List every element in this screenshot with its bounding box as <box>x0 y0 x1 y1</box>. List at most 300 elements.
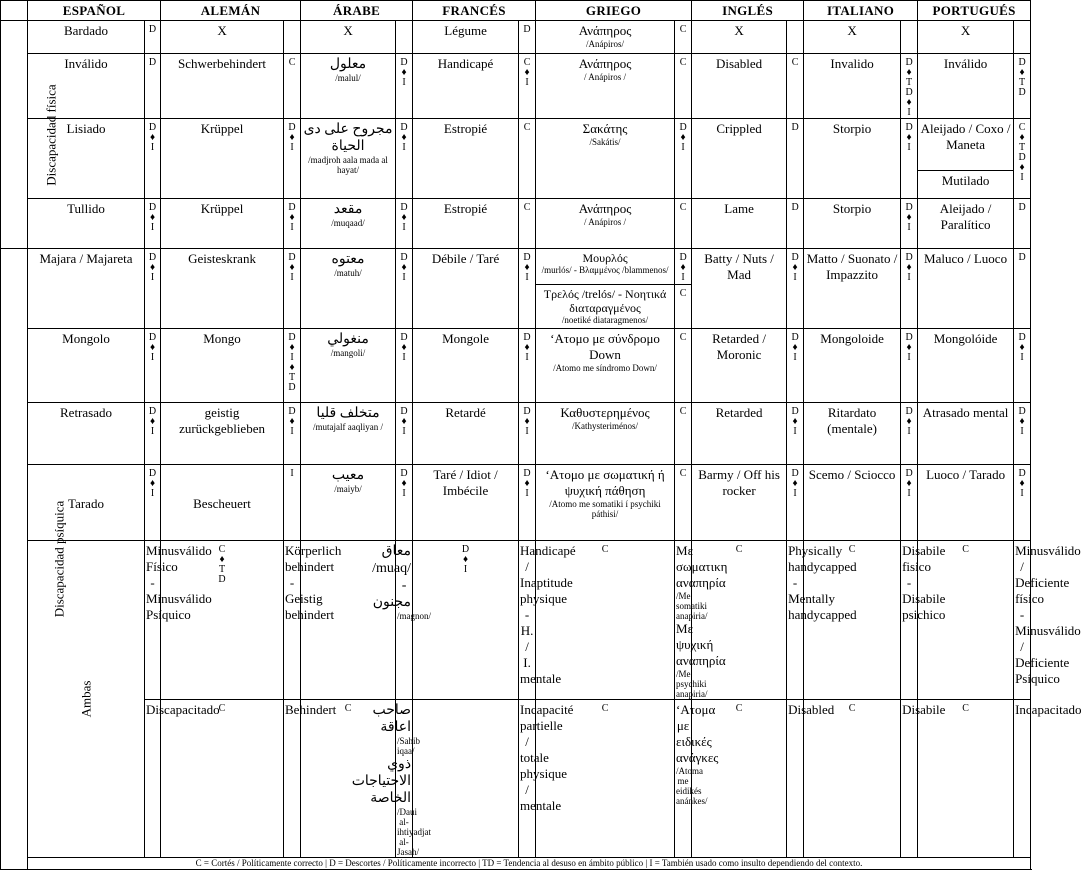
mark-english <box>787 21 804 54</box>
cell-italian: Storpio <box>804 199 901 249</box>
mark-token: C <box>679 288 687 299</box>
mark-italian <box>918 700 1014 858</box>
cell-french: Mongole <box>413 329 519 403</box>
table-row <box>1 403 1031 465</box>
table-row <box>1 119 1031 171</box>
mark-english <box>787 199 804 249</box>
mark-token: D <box>148 252 157 263</box>
mark-french <box>519 329 536 403</box>
cell-french: Taré / Idiot / Imbécile <box>413 465 519 541</box>
cell-english: Disabled <box>787 700 804 858</box>
greek-translit: /Anápiros/ <box>586 39 625 49</box>
cell-portuguese: Incapacitado <box>1014 700 1031 858</box>
mark-token: D <box>905 252 913 263</box>
mark-token: I <box>525 488 529 499</box>
mark-token: ♦ <box>289 416 295 427</box>
mark-english <box>787 329 804 403</box>
table-row <box>1 329 1031 403</box>
mark-token: D <box>791 332 799 343</box>
arabic-translit: /magnon/ <box>397 611 432 621</box>
greek-term: Ανάπηρος <box>578 201 632 216</box>
mark-token: I <box>681 272 685 283</box>
greek-term: Ανάπηρος <box>578 23 632 38</box>
greek-translit: /Me somatiki anapiria/ <box>676 591 708 621</box>
category-psychic <box>1 249 67 870</box>
mark-greek-sub <box>675 285 692 329</box>
mark-token: D <box>288 332 296 343</box>
mark-token: D <box>148 332 157 343</box>
greek-term: ‘Ατομο με σύνδρομο Down <box>550 331 660 362</box>
header-greek: GRIEGO <box>536 1 692 21</box>
mark-token: I <box>150 272 155 283</box>
greek-translit: /Atoma me eidikés anánkes/ <box>676 766 708 806</box>
mark-token: I <box>1020 172 1024 183</box>
mark-german <box>284 465 301 541</box>
mark-token: I <box>290 468 294 479</box>
arabic-term: مقعد <box>333 202 363 217</box>
greek-translit: /Kathysteriménos/ <box>572 421 639 431</box>
mark-greek <box>675 329 692 403</box>
mark-token: C <box>679 57 687 68</box>
mark-token: C <box>679 24 687 35</box>
greek-translit: /Sakátis/ <box>589 137 621 147</box>
mark-token: ♦ <box>524 342 530 353</box>
mark-token: ♦ <box>792 416 798 427</box>
mark-token: ♦ <box>906 132 912 143</box>
table-row <box>1 21 1031 54</box>
mark-token: I <box>907 426 911 437</box>
mark-token: ♦ <box>792 262 798 273</box>
arabic-term: معلول <box>329 57 367 72</box>
mark-token: D <box>400 202 408 213</box>
mark-token: ♦ <box>524 262 530 273</box>
mark-token: D <box>523 332 531 343</box>
mark-token: C <box>218 703 226 714</box>
cell-spanish: Discapacitado <box>145 700 161 858</box>
mark-arabic <box>396 119 413 199</box>
mark-token: D <box>791 252 799 263</box>
mark-token: C <box>848 544 856 555</box>
mark-token: C <box>962 544 969 555</box>
mark-token: I <box>907 488 911 499</box>
mark-token: I <box>907 272 911 283</box>
mark-italian <box>901 465 918 541</box>
mark-spanish <box>145 119 161 199</box>
cell-spanish: Mongolo <box>28 329 145 403</box>
mark-portuguese <box>1014 21 1031 54</box>
mark-token: ♦ <box>289 212 295 223</box>
cell-greek <box>536 199 675 249</box>
mark-arabic <box>396 21 413 54</box>
mark-token: I <box>1020 426 1024 437</box>
mark-token: D <box>400 332 408 343</box>
mark-token: D <box>905 122 913 133</box>
mark-token: D <box>400 468 408 479</box>
mark-token: ♦ <box>906 262 912 273</box>
mark-token: D <box>679 122 687 133</box>
cell-italian: Disabile fisico - Disabile psichico <box>901 541 918 700</box>
mark-italian <box>901 249 918 329</box>
mark-token: C <box>735 544 743 555</box>
mark-token: D <box>148 24 157 35</box>
mark-token: I <box>1020 352 1024 363</box>
mark-german <box>284 199 301 249</box>
mark-token: D <box>791 468 799 479</box>
cell-french: Légume <box>413 21 519 54</box>
arabic-term: X <box>343 23 353 38</box>
cell-portuguese: Luoco / Tarado <box>918 465 1014 541</box>
mark-token: D <box>288 122 296 133</box>
arabic-translit: /matuh/ <box>334 268 362 278</box>
cell-french: Retardé <box>413 403 519 465</box>
cell-english: Barmy / Off his rocker <box>692 465 787 541</box>
legend: C = Cortés / Políticamente correcto | D = Descortes / Políticamente incorrecto | TD = Tendencia al desuso en ámbito público | I = También usado como insulto dependiendo del contexto. <box>28 858 1031 870</box>
mark-portuguese <box>1014 403 1031 465</box>
greek-term: Τρελός /trelós/ - Νοητικά διαταραγμένος <box>543 287 667 315</box>
mark-token: C <box>679 406 687 417</box>
mark-german <box>284 119 301 199</box>
cell-german: Körperlich behindert - Geistig behindert <box>284 541 301 700</box>
mark-portuguese <box>1014 249 1031 329</box>
cell-arabic <box>301 249 396 329</box>
mark-arabic <box>396 54 413 119</box>
mark-token: C <box>523 57 531 68</box>
mark-token: D <box>905 202 913 213</box>
cell-arabic <box>301 119 396 199</box>
cell-french: Incapacité partielle / totale physique / mentale <box>519 700 536 858</box>
cell-spanish: Inválido <box>28 54 145 119</box>
greek-translit: /noetiké diataragmenos/ <box>561 315 649 325</box>
mark-spanish <box>145 465 161 541</box>
mark-english <box>787 249 804 329</box>
mark-token: ♦ <box>680 132 686 143</box>
mark-token: C <box>288 57 296 68</box>
cell-english: Lame <box>692 199 787 249</box>
mark-greek <box>675 21 692 54</box>
mark-token: ♦ <box>906 97 912 108</box>
mark-token: C <box>735 703 743 714</box>
mark-german <box>284 249 301 329</box>
mark-token: ♦ <box>401 478 407 489</box>
cell-portuguese: Mongolóide <box>918 329 1014 403</box>
mark-token: I <box>150 142 155 153</box>
mark-token: I <box>402 222 406 233</box>
mark-token: ♦ <box>1019 478 1025 489</box>
mark-token: ♦ <box>462 554 469 565</box>
arabic-translit: /maiyb/ <box>334 484 362 494</box>
mark-greek <box>675 119 692 199</box>
mark-token: I <box>907 352 911 363</box>
cell-arabic <box>372 541 432 700</box>
cell-spanish: Majara / Majareta <box>28 249 145 329</box>
cell-arabic <box>301 403 396 465</box>
arabic-term: معاق /muaq/ - مجنون <box>372 544 412 610</box>
mark-greek <box>675 54 692 119</box>
mark-token: C <box>601 544 609 555</box>
mark-token: ♦ <box>219 554 225 565</box>
mark-token: D <box>1018 332 1026 343</box>
mark-token: I <box>681 142 685 153</box>
cell-german: Schwerbehindert <box>161 54 284 119</box>
mark-token: C <box>218 544 226 555</box>
mark-token: C <box>1018 122 1026 133</box>
cell-german: Bescheuert <box>161 465 284 541</box>
mark-token: ♦ <box>524 478 530 489</box>
mark-token: D <box>905 332 913 343</box>
category-physical <box>1 21 59 249</box>
cell-english: Crippled <box>692 119 787 199</box>
mark-token: ♦ <box>401 132 407 143</box>
mark-token: D <box>288 202 296 213</box>
greek-term: ‘Ατομα με ειδικές ανάγκες <box>676 702 719 765</box>
mark-english <box>787 119 804 199</box>
mark-token: ♦ <box>680 262 686 273</box>
mark-token: I <box>525 352 529 363</box>
mark-token: D <box>1018 57 1026 68</box>
mark-token: D <box>523 406 531 417</box>
mark-token: I <box>793 352 797 363</box>
cell-english: Physically handycapped - Mentally handycapped <box>787 541 804 700</box>
mark-token: C <box>601 703 609 714</box>
mark-german <box>284 403 301 465</box>
header-portuguese: PORTUGUÉS <box>918 1 1031 21</box>
category-both <box>28 541 145 858</box>
cell-spanish: Tullido <box>28 199 145 249</box>
mark-token: I <box>290 272 294 283</box>
mark-spanish <box>145 403 161 465</box>
mark-token: ♦ <box>289 342 295 353</box>
mark-token: I <box>907 107 911 118</box>
greek-translit-b: /Me psychiki anapiria/ <box>676 669 708 699</box>
header-spacer <box>1 1 28 21</box>
mark-token: C <box>344 703 352 714</box>
greek-term: Σακάτης <box>582 121 628 136</box>
cell-spanish: Tarado <box>28 465 145 541</box>
mark-portuguese <box>1014 199 1031 249</box>
arabic-term: منغولي <box>327 332 369 347</box>
mark-portuguese <box>1014 119 1031 199</box>
table-row <box>1 541 1031 700</box>
mark-arabic <box>396 249 413 329</box>
mark-token: D <box>905 468 913 479</box>
mark-token: T D <box>1018 142 1026 163</box>
cell-greek <box>675 700 719 858</box>
greek-term: Καθυστερημένος <box>560 405 650 420</box>
mark-greek <box>692 700 787 858</box>
mark-token: I <box>907 142 911 153</box>
mark-greek <box>675 199 692 249</box>
mark-english <box>787 465 804 541</box>
mark-french <box>519 249 536 329</box>
mark-token: I <box>290 352 294 363</box>
greek-translit: / Anápiros / <box>584 217 627 227</box>
mark-portuguese <box>1014 329 1031 403</box>
cell-arabic <box>351 700 432 858</box>
mark-spanish <box>145 54 161 119</box>
mark-token: I <box>402 142 406 153</box>
mark-token: ♦ <box>149 342 156 353</box>
cell-spanish: Lisiado <box>28 119 145 199</box>
mark-greek <box>675 403 692 465</box>
mark-token: ♦ <box>401 67 407 78</box>
mark-italian <box>901 199 918 249</box>
mark-token: I <box>463 564 468 575</box>
mark-token: ♦ <box>524 67 530 78</box>
cell-german: Behindert <box>284 700 301 858</box>
mark-token: ♦ <box>1019 67 1025 78</box>
cell-french: Estropié <box>413 119 519 199</box>
mark-token: D <box>1018 406 1026 417</box>
cell-portuguese: Aleijado / Coxo / Maneta <box>918 119 1014 171</box>
mark-token: C <box>962 703 969 714</box>
cell-portuguese: Inválido <box>918 54 1014 119</box>
header-german: ALEMÁN <box>161 1 301 21</box>
mark-token: D <box>1018 468 1026 479</box>
cell-french: Débile / Taré <box>413 249 519 329</box>
mark-token: C <box>679 202 687 213</box>
cell-spanish: Minusválido Físico - Minusválido Psíquico <box>145 541 161 700</box>
mark-token: I <box>290 142 294 153</box>
mark-token: D <box>288 252 296 263</box>
cell-portuguese-sub <box>918 171 1014 199</box>
mark-arabic <box>396 465 413 541</box>
mark-portuguese <box>1014 465 1031 541</box>
mark-token: I <box>290 222 294 233</box>
mark-token: I <box>793 272 797 283</box>
mark-token: ♦ <box>792 478 798 489</box>
arabic-term: معيب <box>331 468 365 483</box>
cell-portuguese: X <box>918 21 1014 54</box>
mark-token: ♦ <box>1019 132 1025 143</box>
cell-arabic <box>301 329 396 403</box>
arabic-term: صاحب اعاقة <box>372 703 412 735</box>
cell-spanish: Retrasado <box>28 403 145 465</box>
cell-english: X <box>692 21 787 54</box>
greek-term: Με σωματικη αναπηρία <box>676 543 728 590</box>
mark-token: ♦ <box>906 342 912 353</box>
arabic-term-b: ذوي الاحتياجات الخاصة <box>351 757 412 806</box>
mark-spanish <box>145 199 161 249</box>
mark-token: D <box>288 406 296 417</box>
mark-token: I <box>150 222 155 233</box>
mark-token: D <box>791 122 799 133</box>
greek-term: Ανάπηρος <box>578 56 632 71</box>
cell-italian: Disabile <box>901 700 918 858</box>
mark-french <box>519 119 536 199</box>
mark-token: I <box>1020 488 1024 499</box>
mark-french <box>519 54 536 119</box>
cell-english: Disabled <box>692 54 787 119</box>
cell-italian: Storpio <box>804 119 901 199</box>
mark-token: D <box>148 202 157 213</box>
cell-greek <box>536 119 675 199</box>
mark-token: I <box>402 77 406 88</box>
mark-token: I <box>907 222 911 233</box>
cell-german: geistig zurückgeblieben <box>161 403 284 465</box>
cell-portuguese: Minusválido / Deficiente físico - Minusválido / Deficiente Psíquico <box>1014 541 1031 700</box>
mark-token: ♦ <box>289 362 295 373</box>
mark-token: ♦ <box>906 416 912 427</box>
arabic-term: معتوه <box>331 252 365 267</box>
mark-token: D <box>148 122 157 133</box>
header-arabic: ÁRABE <box>301 1 413 21</box>
mark-token: C <box>791 57 799 68</box>
cell-greek <box>536 249 675 285</box>
mark-token: D <box>523 468 531 479</box>
cell-german: Krüppel <box>161 199 284 249</box>
mark-german <box>284 21 301 54</box>
mark-token: C <box>679 468 687 479</box>
cell-italian: Invalido <box>804 54 901 119</box>
arabic-translit: /malul/ <box>335 73 361 83</box>
cell-french: Estropié <box>413 199 519 249</box>
cell-greek <box>536 403 675 465</box>
mark-token: T D <box>1018 77 1026 98</box>
mark-token: I <box>402 426 406 437</box>
mark-token: D <box>148 406 157 417</box>
mark-token: C <box>523 122 531 133</box>
mark-token: I <box>525 272 529 283</box>
arabic-term: مجروح على دى الحياة <box>303 122 393 154</box>
table-row <box>1 199 1031 249</box>
arabic-term: متخلف قليا <box>316 406 380 421</box>
mark-token: D <box>523 252 531 263</box>
mark-token: I <box>150 426 155 437</box>
cell-italian: Scemo / Sciocco <box>804 465 901 541</box>
greek-term: Μουρλός <box>582 251 628 265</box>
mark-german <box>284 54 301 119</box>
mark-italian <box>901 403 918 465</box>
mark-german <box>284 329 301 403</box>
mark-spanish <box>145 329 161 403</box>
mark-token: ♦ <box>149 478 156 489</box>
mark-token: T D <box>218 564 226 585</box>
cell-german: X <box>161 21 284 54</box>
mark-token: ♦ <box>149 262 156 273</box>
mark-token: I <box>402 488 406 499</box>
mark-token: ♦ <box>289 132 295 143</box>
cell-arabic <box>301 199 396 249</box>
mark-token: D <box>148 468 157 479</box>
mark-token: I <box>793 488 797 499</box>
cell-spanish: Bardado <box>28 21 145 54</box>
portuguese-term: Mutilado <box>941 173 990 188</box>
cell-german: Mongo <box>161 329 284 403</box>
mark-english <box>787 403 804 465</box>
mark-token: ♦ <box>524 416 530 427</box>
arabic-translit: /Sahib iqaa/ <box>397 736 421 756</box>
mark-token: D <box>400 252 408 263</box>
mark-token: ♦ <box>149 132 156 143</box>
mark-token: D <box>791 202 799 213</box>
cell-portuguese: Maluco / Luoco <box>918 249 1014 329</box>
mark-token: I <box>150 352 155 363</box>
mark-token: ♦ <box>792 342 798 353</box>
header-english: INGLÉS <box>692 1 804 21</box>
mark-token: D <box>905 57 913 68</box>
mark-french <box>519 199 536 249</box>
arabic-translit: /madjroh aala mada al hayat/ <box>308 155 388 175</box>
arabic-translit: /mutajalf aaqliyan / <box>313 422 384 432</box>
cell-portuguese: Aleijado / Paralítico <box>918 199 1014 249</box>
mark-token: C <box>848 703 856 714</box>
mark-token: ♦ <box>401 212 407 223</box>
mark-token: T D <box>905 77 913 98</box>
mark-token: I <box>402 272 406 283</box>
mark-token: I <box>793 426 797 437</box>
mark-italian <box>901 54 918 119</box>
mark-token: ♦ <box>289 262 295 273</box>
